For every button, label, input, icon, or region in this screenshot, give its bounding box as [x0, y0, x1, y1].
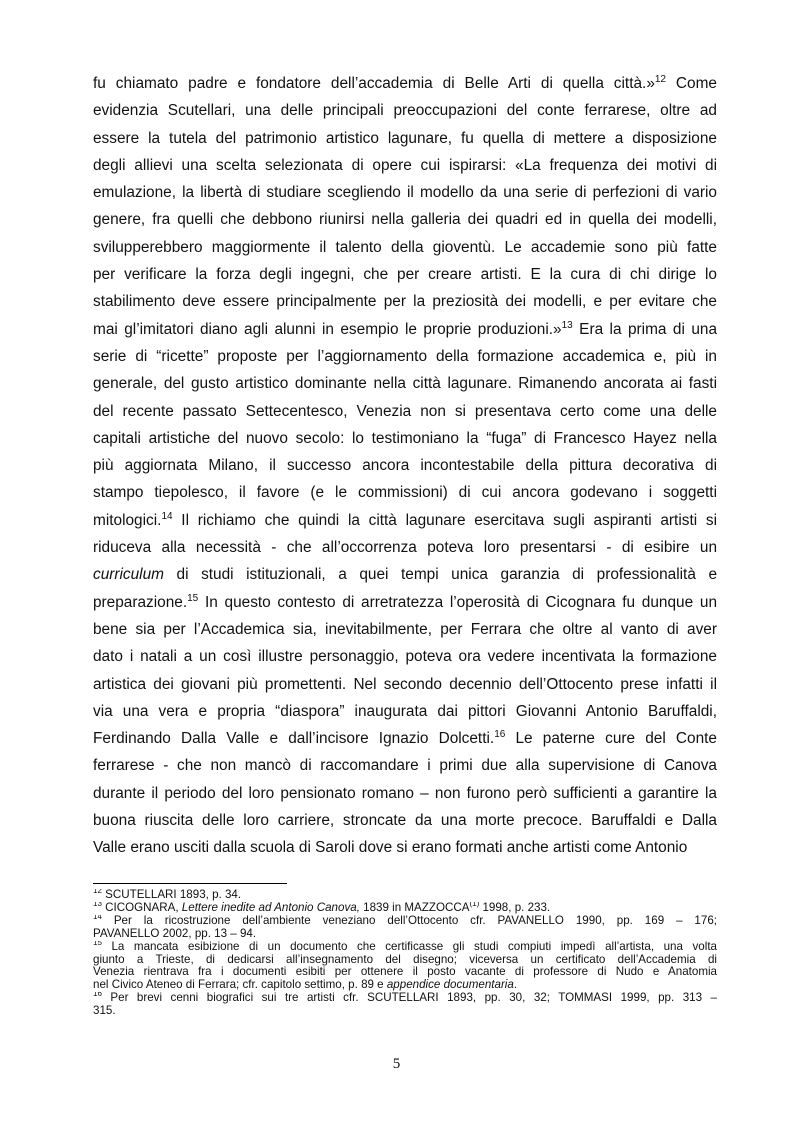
- body-line: emulazione, la libertà di studiare scegliendo il modello da una serie di perfezioni di vario: [93, 184, 717, 202]
- footnote-ref: 13: [561, 319, 573, 331]
- body-line: stabilimento deve essere principalmente per la preziosità dei modelli, e per evitare che: [93, 293, 717, 311]
- footnote-ref: 15: [187, 592, 199, 604]
- footnote-14: [93, 915, 717, 941]
- italic-text: appendice documentaria: [386, 979, 514, 992]
- body-line: stampo tiepolesco, il favore (e le commissioni) di cui ancora godevano i soggetti: [93, 484, 717, 502]
- body-line: bene sia per l’Accademica sia, inevitabilmente, per Ferrara che oltre al vanto di aver: [93, 620, 717, 638]
- body-line: durante il periodo del loro pensionato romano – non furono però sufficienti a garantire la: [93, 784, 717, 802]
- body-line: essere la tutela del patrimonio artistico lagunare, fu quella di mettere a disposizione: [93, 129, 717, 147]
- footnote-ref: 14: [161, 510, 173, 522]
- footnote-number: 12: [93, 889, 102, 896]
- footnote-line: $^{15}$ La mancata esibizione di un documento che certificasse gli studi compiuti impedì all’artista, una volta: [93, 941, 717, 954]
- body-line: Ferdinando Dalla Valle e dall’incisore Ignazio Dolcetti.$^{16}$ Le paterne cure del Conte: [93, 729, 717, 748]
- footnote-ref: 12: [654, 73, 666, 85]
- footnote-number: 13: [93, 901, 102, 909]
- body-text: [93, 70, 717, 862]
- body-line: svilupperebbero maggiormente il talento della gioventù. Le accademie sono più fatte: [93, 238, 717, 256]
- italic-text: Lettere inedite ad Antonio Canova,: [181, 901, 360, 914]
- footnote-15: [93, 941, 717, 993]
- page-number: 5: [392, 1056, 401, 1072]
- body-line: più aggiornata Milano, il successo ancora incontestabile della pittura decorativa di: [93, 457, 717, 475]
- body-line: degli allievi una scelta selezionata di opere cui ispirarsi: «La frequenza dei motivi di: [93, 156, 717, 174]
- body-line: Valle erano usciti dalla scuola di Saroli dove si erano formati anche artisti come Antonio: [93, 839, 688, 857]
- body-line: per verificare la forza degli ingegni, che per creare artisti. E la cura di chi dirige lo: [93, 266, 717, 284]
- body-line: genere, fra quelli che debbono riunirsi nella galleria dei quadri ed in quella dei modelli,: [93, 211, 717, 229]
- body-line: via una vera e propria “diaspora” inaugurata dai pittori Giovanni Antonio Baruffaldi,: [93, 702, 717, 720]
- footnote-number: 15: [93, 940, 102, 947]
- body-line: riduceva alla necessità - che all’occorrenza poteva loro presentarsi - di esibire un: [93, 539, 717, 557]
- italic-text: curriculum: [93, 566, 164, 584]
- footnote-line: 315.: [93, 1005, 116, 1018]
- footnote-line: $^{14}$ Per la ricostruzione dell’ambiente veneziano dell’Ottocento cfr. PAVANELLO 1990, pp. 169 – 176;: [93, 915, 717, 928]
- body-line: evidenzia Scutellari, una delle principali preoccupazioni del conte ferrarese, oltre ad: [93, 102, 717, 120]
- footnotes: [93, 889, 717, 1018]
- body-line: buona riuscita delle loro carriere, stroncate da una morte precoce. Baruffaldi e Dalla: [93, 812, 717, 830]
- footnote-line: $^{12}$ SCUTELLARI 1893, p. 34.: [93, 889, 717, 902]
- footnote-line: $^{16}$ Per brevi cenni biografici sui tre artisti cfr. SCUTELLARI 1893, pp. 30, 32; TOMMASI 1999, pp. 313 –: [93, 992, 717, 1005]
- footnote-number: 16: [93, 992, 102, 999]
- footnote-line: giunto a Trieste, di dedicarsi all’insegnamento del disegno; viceversa un certificato dell’Accademia di: [93, 953, 717, 966]
- footnote-ref: 16: [494, 729, 506, 740]
- body-line: preparazione.$^{15}$ In questo contesto di arretratezza l’operosità di Cicognara fu dunque un: [93, 592, 717, 611]
- superscript: (1): [469, 901, 480, 909]
- footnote-line: $^{13}$ CICOGNARA, Lettere inedite ad Antonio Canova, 1839 in MAZZOCCA$^{(1)}$ 1998, p. 233.: [93, 902, 717, 915]
- body-line: del recente passato Settecentesco, Venezia non si presentava certo come una delle: [93, 402, 717, 420]
- body-line: fu chiamato padre e fondatore dell’accademia di Belle Arti di quella città.»$^{12}$ Come: [93, 73, 717, 92]
- footnote-number: 14: [93, 914, 102, 921]
- footnote-line: PAVANELLO 2002, pp. 13 – 94.: [93, 927, 257, 940]
- footnote-12: [93, 889, 717, 902]
- footnote-line: Venezia rientrava fra i documenti esibiti per ottenere il posto vacante di professore di Nudo e Anatomia: [93, 966, 717, 979]
- footnote-separator: [93, 883, 287, 884]
- body-line: generale, del gusto artistico dominante nella città lagunare. Rimanendo ancorata ai fasti: [93, 375, 717, 393]
- body-line: serie di “ricette” proposte per l’aggiornamento della formazione accademica e, più in: [93, 347, 717, 365]
- body-line: curriculum di studi istituzionali, a quei tempi unica garanzia di professionalità e: [93, 566, 717, 584]
- footnote-16: [93, 992, 717, 1018]
- body-line: mitologici.$^{14}$ Il richiamo che quindi la città lagunare esercitava sugli aspiranti artisti si: [93, 510, 717, 529]
- body-line: capitali artistiche del nuovo secolo: lo testimoniano la “fuga” di Francesco Hayez nella: [93, 429, 717, 447]
- body-line: mai gl’imitatori diano agli alunni in esempio le proprie produzioni.»$^{13}$ Era la prima di una: [93, 319, 717, 338]
- footnote-13: [93, 902, 717, 915]
- body-line: ferrarese - che non mancò di raccomandare i primi due alla supervisione di Canova: [93, 757, 717, 775]
- body-line: dato i natali a un così illustre personaggio, poteva ora vedere incentivata la formazione: [93, 648, 717, 666]
- footnote-line: nel Civico Ateneo di Ferrara; cfr. capitolo settimo, p. 89 e appendice documentaria.: [93, 979, 518, 992]
- body-line: artistica dei giovani più promettenti. Nel secondo decennio dell’Ottocento prese infatti il: [93, 675, 717, 693]
